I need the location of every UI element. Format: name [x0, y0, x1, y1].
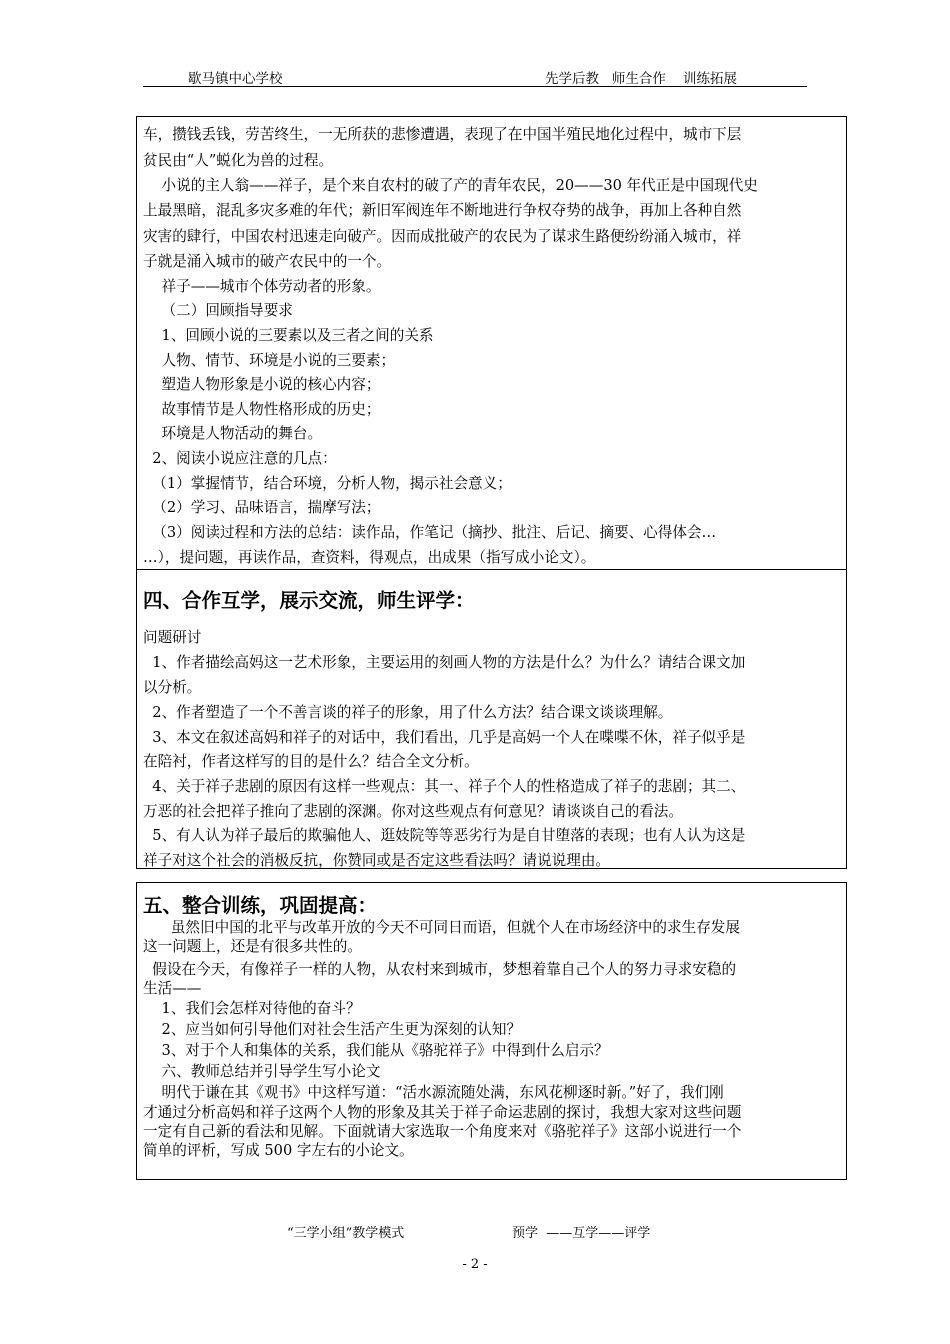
text-line: 六、教师总结并引导学生写小论文 [143, 1063, 381, 1080]
text-line: 2、应当如何引导他们对社会生活产生更为深刻的认知？ [143, 1021, 522, 1038]
footer-flow: 预学 ——互学——评学 [512, 1226, 651, 1241]
text-line: 这一问题上，还是有很多共性的。 [143, 938, 362, 955]
text-line: （二）回顾指导要求 [143, 302, 293, 319]
section-heading: 五、整合训练，巩固提高： [143, 894, 378, 917]
text-line: 子就是涌入城市的破产农民中的一个。 [143, 253, 392, 270]
text-line: 才通过分析高妈和祥子这两个人物的形象及其关于祥子命运悲剧的探讨，我想大家对这些问题 [143, 1104, 742, 1121]
text-line: 祥子对这个社会的消极反抗，你赞同或是否定这些看法吗？请说说理由。 [143, 852, 611, 869]
text-line: 生活—— [143, 980, 202, 997]
text-line: 故事情节是人物性格形成的历史； [143, 401, 381, 418]
text-line: 虽然旧中国的北平与改革开放的今天不可同日而语，但就个人在市场经济中的求生存发展 [143, 919, 740, 936]
text-line: 一定有自己新的看法和见解。下面就请大家选取一个角度来对《骆驼祥子》这部小说进行一个 [143, 1123, 742, 1140]
text-line: 4、关于祥子悲剧的原因有这样一些观点：其一、祥子个人的性格造成了祥子的悲剧；其二、 [143, 778, 746, 795]
text-line: …），提问题，再读作品，查资料，得观点，出成果（指写成小论文）。 [143, 549, 596, 566]
text-line: 贫民由“人”蜕化为兽的过程。 [143, 152, 334, 169]
text-line: 简单的评析，写成 500 字左右的小论文。 [143, 1142, 414, 1159]
text-line: 5、有人认为祥子最后的欺骗他人、逛妓院等等恶劣行为是自甘堕落的表现；也有人认为这是 [143, 827, 746, 844]
section-heading: 四、合作互学，展示交流，师生评学： [143, 589, 475, 612]
text-line: 明代于谦在其《观书》中这样写道：“活水源流随处满，东风花柳逐时新。”好了，我们刚 [143, 1084, 724, 1101]
text-line: 祥子——城市个体劳动者的形象。 [143, 278, 381, 295]
text-line: 1、我们会怎样对待他的奋斗？ [143, 1000, 361, 1017]
footer-mode: “三学小组”教学模式 [287, 1226, 405, 1241]
page-header [143, 64, 807, 87]
text-line: 在陪衬，作者这样写的目的是什么？结合全文分析。 [143, 753, 479, 770]
text-line: 塑造人物形象是小说的核心内容； [143, 376, 381, 393]
text-line: 问题研讨 [143, 629, 202, 646]
text-line: 以分析。 [143, 679, 202, 696]
text-line: 人物、情节、环境是小说的三要素； [143, 352, 396, 369]
text-line: 小说的主人翁——祥子，是个来自农村的破了产的青年农民，20——30 年代正是中国现代史 [143, 177, 758, 194]
text-line: （1）掌握情节，结合环境，分析人物，揭示社会意义； [143, 475, 512, 492]
text-line: 3、对于个人和集体的关系，我们能从《骆驼祥子》中得到什么启示？ [143, 1042, 609, 1059]
section-five-box [136, 882, 847, 1180]
text-line: 环境是人物活动的舞台。 [143, 425, 323, 442]
text-line: 1、作者描绘高妈这一艺术形象，主要运用的刻画人物的方法是什么？为什么？请结合课文加 [143, 654, 746, 671]
text-line: 1、回顾小说的三要素以及三者之间的关系 [143, 327, 434, 344]
text-line: 3、本文在叙述高妈和祥子的对话中，我们看出，几乎是高妈一个人在喋喋不休，祥子似乎是 [143, 729, 746, 746]
text-line: （2）学习、品味语言，揣摩写法； [143, 499, 381, 516]
section-four-box [136, 569, 847, 869]
text-line: （3）阅读过程和方法的总结：读作品，作笔记（摘抄、批注、后记、摘要、心得体会… [143, 524, 717, 541]
text-line: 假设在今天，有像祥子一样的人物，从农村来到城市，梦想着靠自己个人的努力寻求安稳的 [143, 961, 737, 978]
page-number: - 2 - [462, 1257, 488, 1272]
text-line: 2、阅读小说应注意的几点： [143, 450, 337, 467]
section-three-box [136, 116, 847, 570]
text-line: 2、作者塑造了一个不善言谈的祥子的形象，用了什么方法？结合课文谈谈理解。 [143, 704, 673, 721]
school-name: 歇马镇中心学校 [188, 71, 283, 87]
text-line: 灾害的肆行，中国农村迅速走向破产。因而成批破产的农民为了谋求生路便纷纷涌入城市，祥 [143, 228, 742, 245]
text-line: 万恶的社会把祥子推向了悲剧的深渊。你对这些观点有何意见？请谈谈自己的看法。 [143, 803, 683, 820]
header-motto: 先学后教 师生合作 训练拓展 [545, 71, 738, 87]
text-line: 车，攒钱丢钱，劳苦终生，一无所获的悲惨遭遇，表现了在中国半殖民地化过程中，城市下层 [143, 126, 742, 143]
text-line: 上最黑暗，混乱多灾多难的年代；新旧军阀连年不断地进行争权夺势的战争，再加上各种自然 [143, 202, 742, 219]
